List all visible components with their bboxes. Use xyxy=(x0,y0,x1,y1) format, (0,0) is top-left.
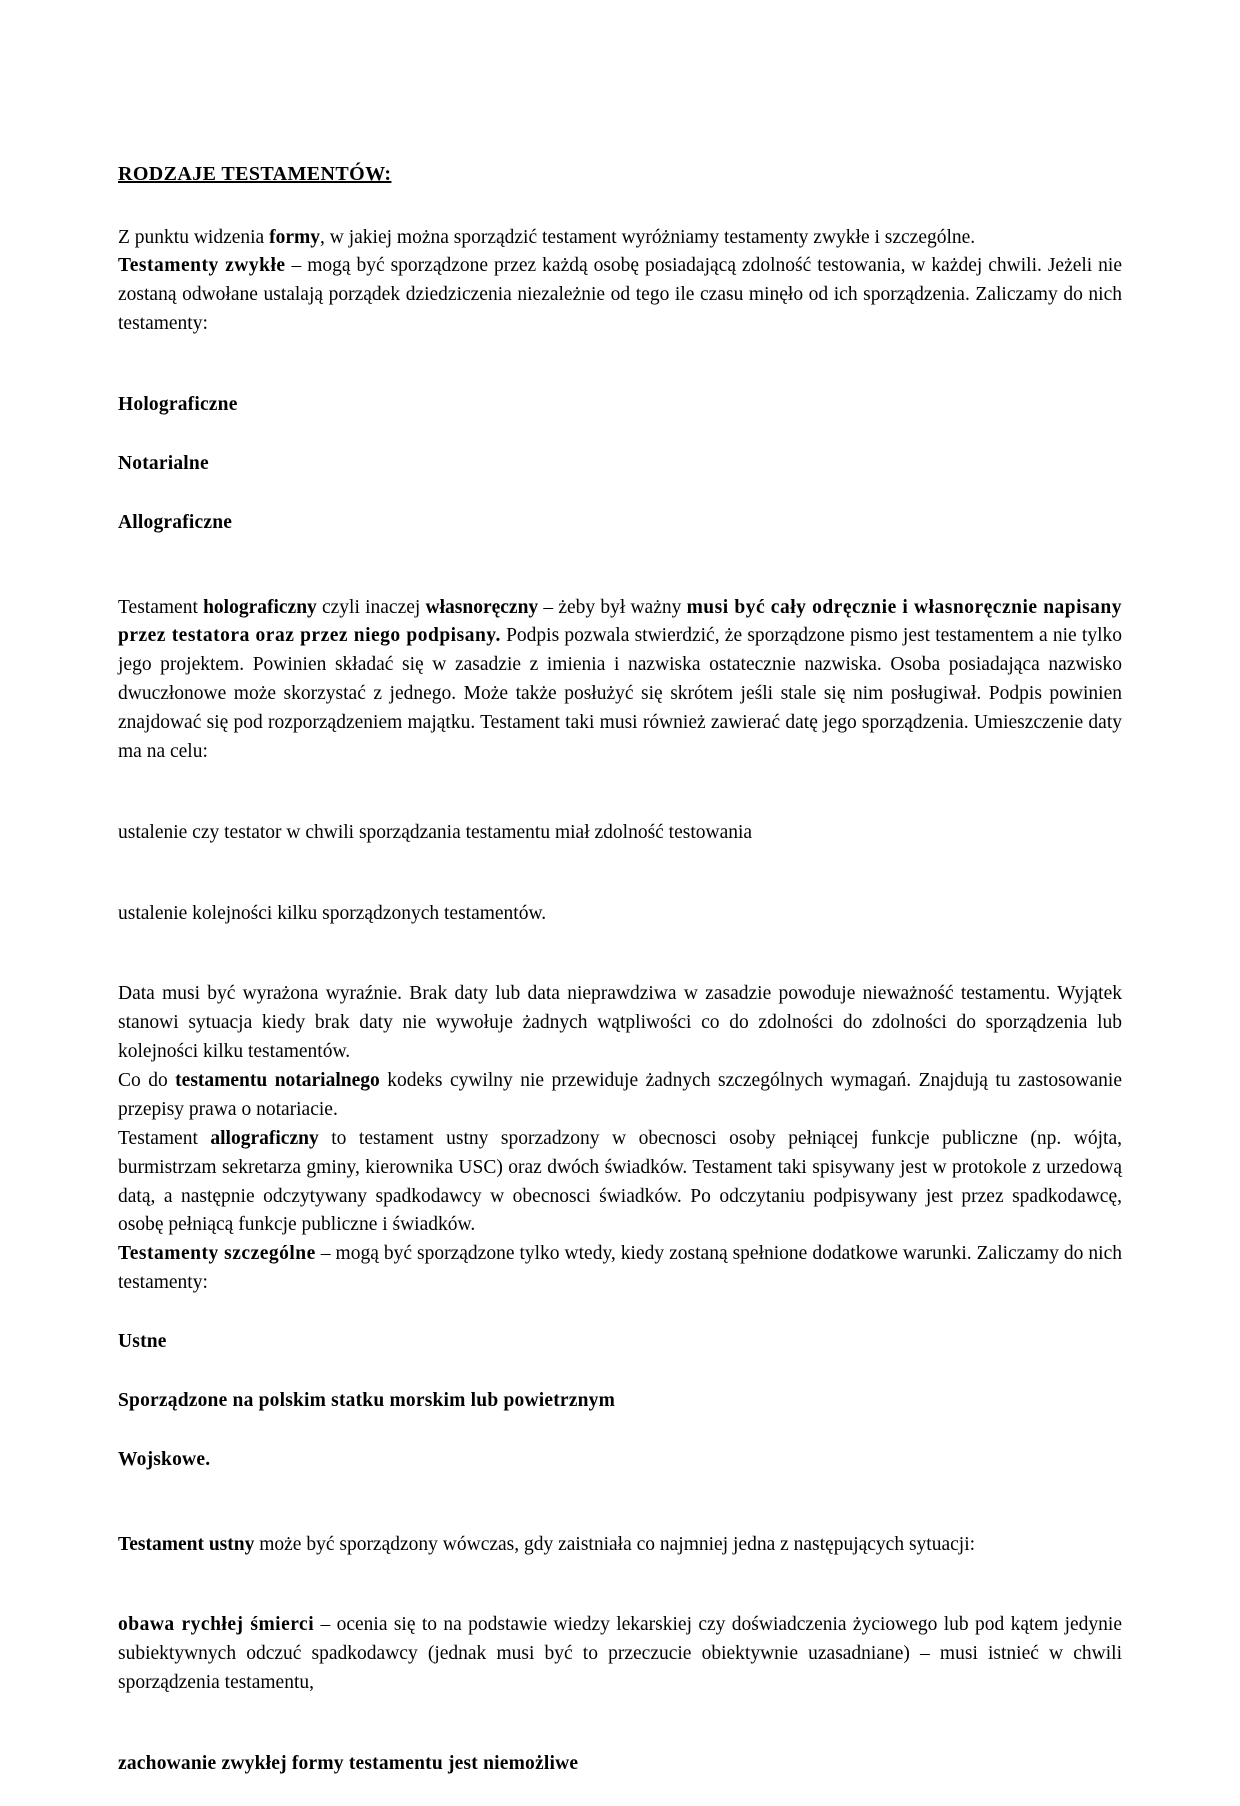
bold-testamenty-szczegolne: Testamenty szczególne xyxy=(118,1243,316,1265)
spacer-9 xyxy=(118,1724,1122,1750)
spacer-2 xyxy=(118,568,1122,594)
spacer-1 xyxy=(118,365,1122,391)
spacer-6 xyxy=(118,1298,1122,1328)
spacer-4 xyxy=(118,874,1122,900)
spacer-7 xyxy=(118,1505,1122,1531)
holo-bold-wlasnoreczny: własnoręczny xyxy=(425,596,539,618)
list-item-allograficzne: Allograficzne xyxy=(118,511,233,533)
list-item-statek: Sporządzone na polskim statku morskim lub powietrznym xyxy=(118,1389,616,1411)
list-item-wojskowe: Wojskowe. xyxy=(118,1448,211,1470)
paragraph-intro-form xyxy=(118,224,1122,253)
testamenty-zwykle-text: – mogą być sporządzone przez każdą osobę posiadającą zdolność testowania, w każdej chwili. Jeżeli nie zostaną odwołane ustalają porządek dziedziczenia niezależnie od tego ile czasu minęło od ich sporządzenia. Zaliczamy do nich testamenty: xyxy=(118,255,1122,335)
allo-text-2: to testament ustny sporzadzony w obecnosci osoby pełniącej funkcje publiczne (np. wójta, burmistrzam sekretarza gminy, kierownika USC) oraz dwóch świadków. Testament taki spisywany jest w protokole z urzedową datą, a następnie odczytywany spadkodawcy w obecnosci świadków. Po odczytaniu podpisywany jest przez spadkodawcę, osobę pełniącą funkcje publiczne i świadków. xyxy=(118,1127,1122,1236)
intro-bold-formy: formy xyxy=(269,226,320,248)
notar-bold: testamentu notarialnego xyxy=(175,1070,380,1092)
paragraph-testamenty-zwykle xyxy=(118,252,1122,339)
document-body xyxy=(118,160,1122,1779)
list-item-notarialne: Notarialne xyxy=(118,452,209,474)
holo-text-4: Podpis pozwala stwierdzić, że sporządzone pismo jest testamentem a nie tylko jego projektem. Powinien składać się w zasadzie z imienia i nazwiska ostatecznie nazwiska. Osoba posiadająca nazwisko dwuczłonowe może skorzystać z jednego. Może także posłużyć się skrótem jeśli stale się nim posługiwał. Podpis powinien znajdować się pod rozporządzeniem majątku. Testament taki musi również zawierać datę jego sporządzenia. Umieszczenie daty ma na celu: xyxy=(118,625,1122,762)
spacer-8 xyxy=(118,1585,1122,1611)
paragraph-obawa-rychlej-smierci xyxy=(118,1611,1122,1698)
paragraph-allograficzny xyxy=(118,1125,1122,1240)
holo-text-3: – żeby był ważny xyxy=(538,596,687,618)
list-item-cel-1: ustalenie czy testator w chwili sporządzania testamentu miał zdolność testowania xyxy=(118,821,753,843)
list-item-zachowanie-zwyklej-formy: zachowanie zwykłej formy testamentu jest niemożliwe xyxy=(118,1752,579,1774)
paragraph-testament-ustny xyxy=(118,1531,1122,1560)
ustny-text: może być sporządzony wówczas, gdy zaistniała co najmniej jedna z następujących sytuacji: xyxy=(254,1533,976,1555)
szczeg-text: – mogą być sporządzone tylko wtedy, kiedy zostaną spełnione dodatkowe warunki. Zaliczamy do nich testamenty: xyxy=(118,1243,1122,1294)
list-item-holograficzne: Holograficzne xyxy=(118,394,238,416)
paragraph-notarialny xyxy=(118,1067,1122,1125)
page-title: RODZAJE TESTAMENTÓW: xyxy=(118,163,392,185)
paragraph-holograficzny xyxy=(118,594,1122,767)
spacer-5 xyxy=(118,954,1122,980)
holo-text-2: czyli inaczej xyxy=(316,596,426,618)
paragraph-data: Data musi być wyrażona wyraźnie. Brak daty lub data nieprawdziwa w zasadzie powoduje nieważność testamentu. Wyjątek stanowi sytuacja kiedy brak daty nie wywołuje żadnych wątpliwości co do zdolności do zdolności do sporządzenia lub kolejności kilku testamentów. xyxy=(118,983,1122,1063)
holo-bold-musi-byc: musi być cały odręcznie i własnoręcznie napisany przez testatora oraz przez niego podpisany. xyxy=(118,596,1123,647)
holo-bold-holograficzny: holograficzny xyxy=(203,596,317,618)
allo-text-1: Testament xyxy=(118,1127,211,1149)
notar-text-2: kodeks cywilny nie przewiduje żadnych szczególnych wymagań. Znajdują tu zastosowanie przepisy prawa o notariacie. xyxy=(118,1070,1122,1120)
bold-testamenty-zwykle: Testamenty zwykłe xyxy=(118,255,286,277)
obawa-text: – ocenia się to na podstawie wiedzy lekarskiej czy doświadczenia życiowego lub pod kątem jedynie subiektywnych odczuć spadkodawcy (jednak musi być to przeczucie obiektywnie uzasadniane) – musi istnieć w chwili sporządzenia testamentu, xyxy=(118,1614,1122,1694)
list-item-ustne: Ustne xyxy=(118,1330,167,1352)
allo-bold: allograficzny xyxy=(210,1127,319,1149)
bold-obawa-rychlej-smierci: obawa rychłej śmierci xyxy=(118,1614,315,1636)
paragraph-testamenty-szczegolne xyxy=(118,1240,1122,1298)
spacer-3 xyxy=(118,793,1122,819)
holo-text-1: Testament xyxy=(118,596,204,618)
list-item-cel-2: ustalenie kolejności kilku sporządzonych testamentów. xyxy=(118,902,547,924)
intro-text-1: Z punktu widzenia xyxy=(118,226,270,248)
intro-text-2: , w jakiej można sporządzić testament wyróżniamy testamenty zwykłe i szczególne. xyxy=(320,226,976,248)
notar-text-1: Co do xyxy=(118,1070,176,1092)
bold-testament-ustny: Testament ustny xyxy=(118,1533,255,1555)
